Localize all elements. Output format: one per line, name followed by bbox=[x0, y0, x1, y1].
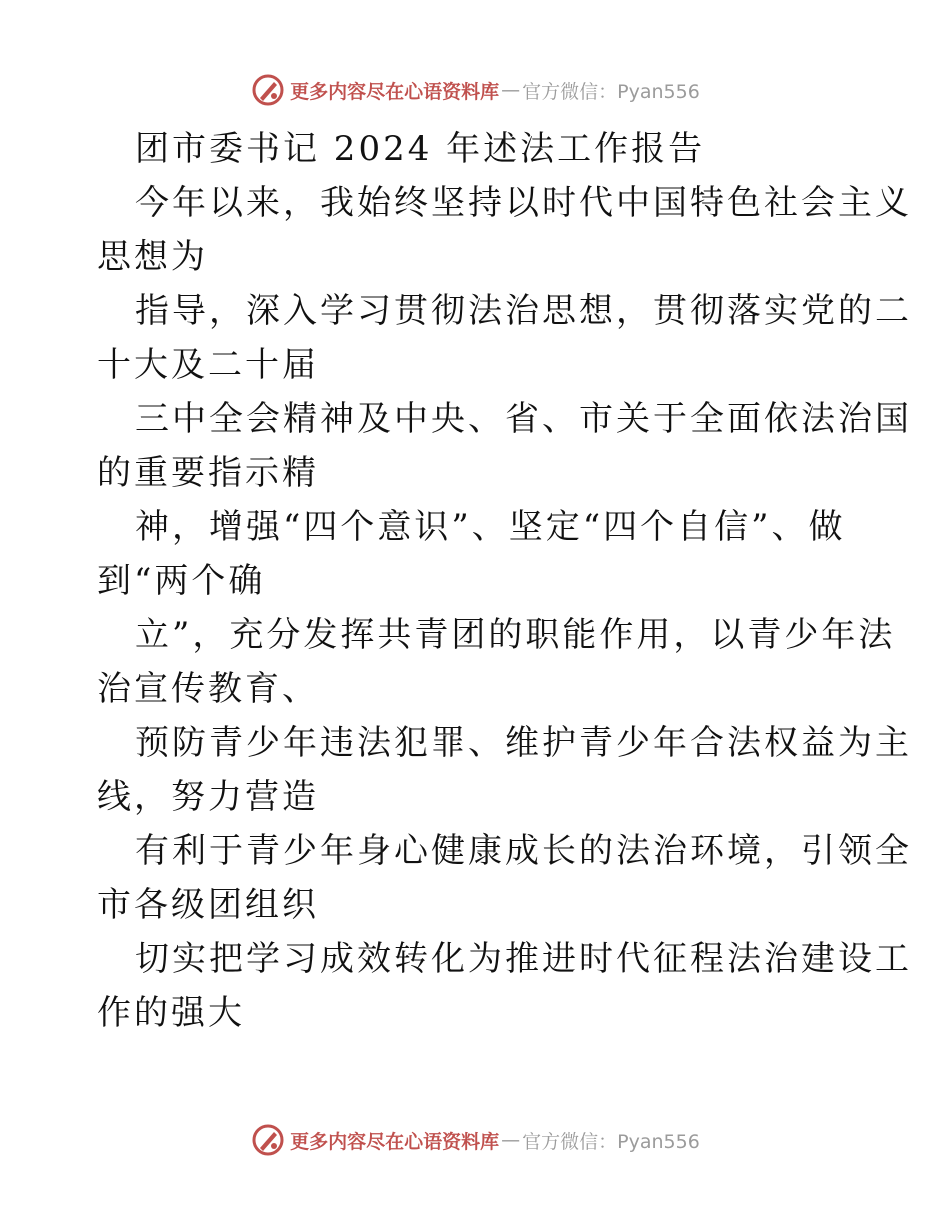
paragraph-line: 作的强大 bbox=[97, 993, 245, 1033]
paragraph-line: 线，努力营造 bbox=[97, 777, 319, 817]
pen-logo-icon bbox=[250, 72, 286, 108]
watermark-brand: 更多内容尽在心语资料库 bbox=[290, 1130, 500, 1153]
watermark-brand: 更多内容尽在心语资料库 bbox=[290, 80, 500, 103]
paragraph-line: 市各级团组织 bbox=[97, 885, 319, 925]
paragraph-line: 治宣传教育、 bbox=[97, 669, 319, 709]
paragraph-line: 三中全会精神及中央、省、市关于全面依法治国 bbox=[135, 399, 912, 439]
paragraph-line: 的重要指示精 bbox=[97, 453, 319, 493]
watermark-wechat: 官方微信：Pyan556 bbox=[522, 80, 700, 103]
document-title: 团市委书记 2024 年述法工作报告 bbox=[135, 129, 706, 169]
paragraph-line: 今年以来，我始终坚持以时代中国特色社会主义 bbox=[135, 183, 912, 223]
paragraph-line: 预防青少年违法犯罪、维护青少年合法权益为主 bbox=[135, 723, 912, 763]
header-watermark bbox=[0, 70, 950, 110]
paragraph-line: 到“两个确 bbox=[97, 561, 266, 601]
paragraph-line: 十大及二十届 bbox=[97, 345, 319, 385]
document-body bbox=[97, 122, 912, 1040]
paragraph-line: 指导，深入学习贯彻法治思想，贯彻落实党的二 bbox=[135, 291, 912, 331]
paragraph-line: 切实把学习成效转化为推进时代征程法治建设工 bbox=[135, 939, 912, 979]
pen-logo-icon bbox=[250, 1122, 286, 1158]
watermark-separator: — bbox=[501, 1129, 521, 1151]
watermark-separator: — bbox=[501, 79, 521, 101]
paragraph-line: 有利于青少年身心健康成长的法治环境，引领全 bbox=[135, 831, 912, 871]
paragraph-line: 神，增强“四个意识”、坚定“四个自信”、做 bbox=[135, 507, 846, 547]
paragraph-line: 思想为 bbox=[97, 237, 208, 277]
paragraph-line: 立”，充分发挥共青团的职能作用，以青少年法 bbox=[135, 615, 896, 655]
watermark-wechat: 官方微信：Pyan556 bbox=[522, 1130, 700, 1153]
footer-watermark bbox=[0, 1120, 950, 1160]
